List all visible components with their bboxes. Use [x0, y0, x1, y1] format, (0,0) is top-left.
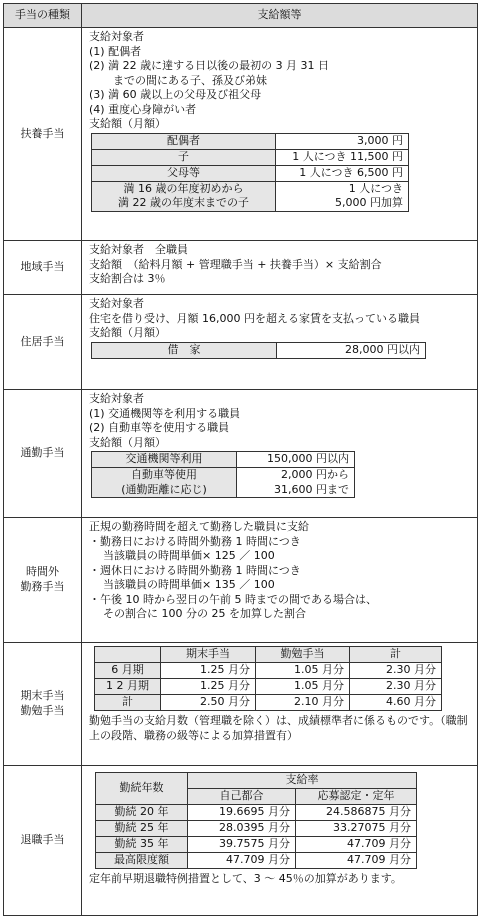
table-row: 期末手当 勤勉手当 計 — [95, 647, 442, 663]
jukyo-amount-table — [91, 342, 426, 359]
fuyou-amount-table — [91, 133, 409, 212]
kimatsu-note: 勤勉手当の支給月数（管理職を除く）は、成績標準者に係るものです。（職制上の段階、職務の級等による加算措置有） — [89, 714, 468, 742]
fuyou-target-4: (4) 重度心身障がい者 — [89, 102, 197, 116]
chiiki-formula: 支給額 （給料月額 + 管理職手当 + 扶養手当）× 支給割合 — [89, 257, 382, 271]
jikangai-name: 時間外 勤務手当 — [4, 518, 82, 643]
jukyo-amount-title: 支給額（月額） — [89, 326, 166, 340]
jukyo-name: 住居手当 — [4, 295, 82, 390]
row-taishoku — [4, 766, 478, 916]
table-row: 最高限度額 47.709 月分 47.709 月分 — [96, 853, 417, 869]
tsukin-target-1: (1) 交通機関等を利用する職員 — [89, 406, 241, 420]
tsukin-amount-title: 支給額（月額） — [89, 435, 166, 449]
taishoku-table — [95, 772, 417, 869]
fuyou-target-3: (3) 満 60 歳以上の父母及び祖父母 — [89, 88, 262, 102]
header-amount: 支給額等 — [82, 4, 478, 28]
jikangai-line: 当該職員の時間単価× 125 ／ 100 — [103, 549, 275, 563]
chiiki-name: 地域手当 — [4, 241, 82, 295]
table-row: 配偶者 3,000 円 — [92, 133, 409, 149]
fuyou-target-1: (1) 配偶者 — [89, 44, 142, 58]
taishoku-name: 退職手当 — [4, 766, 82, 916]
tsukin-target-title: 支給対象者 — [89, 392, 144, 405]
chiiki-rate: 支給割合は 3％ — [89, 272, 166, 286]
table-row: 計 2.50 月分 2.10 月分 4.60 月分 — [95, 695, 442, 711]
table-row: 勤続 20 年 19.6695 月分 24.586875 月分 — [96, 805, 417, 821]
row-kimatsu — [4, 643, 478, 766]
tsukin-amount-table — [91, 451, 355, 498]
row-jukyo — [4, 295, 478, 390]
jukyo-target-title: 支給対象者 — [89, 297, 144, 310]
table-row: 6 月期 1.25 月分 1.05 月分 2.30 月分 — [95, 663, 442, 679]
row-jikangai — [4, 518, 478, 643]
jikangai-line: 当該職員の時間単価× 135 ／ 100 — [103, 578, 275, 592]
header-row — [4, 4, 478, 28]
table-row: 交通機関等利用 150,000 円以内 — [92, 452, 355, 468]
table-row: 満 16 歳の年度初めから 満 22 歳の年度末までの子 1 人につき 5,000 円加算 — [92, 181, 409, 211]
table-row: 勤続年数 支給率 — [96, 773, 417, 789]
fuyou-amount-title: 支給額（月額） — [89, 117, 166, 131]
jikangai-line: 正規の勤務時間を超えて勤務した職員に支給 — [89, 520, 309, 533]
fuyou-target-2: (2) 満 22 歳に達する日以後の最初の 3 月 31 日 — [89, 59, 330, 73]
header-type: 手当の種類 — [4, 4, 82, 28]
jikangai-line: ・午後 10 時から翌日の午前 5 時までの間である場合は、 — [89, 592, 377, 606]
row-tsukin — [4, 390, 478, 518]
tsukin-name: 通勤手当 — [4, 390, 82, 518]
chiiki-target: 支給対象者 全職員 — [89, 243, 188, 256]
table-row: 借 家 28,000 円以内 — [92, 342, 426, 358]
jikangai-line: ・勤務日における時間外勤務 1 時間につき — [89, 534, 301, 548]
table-row: 自己都合 応募認定・定年 — [96, 789, 417, 805]
jikangai-line: その割合に 100 分の 25 を加算した割合 — [103, 607, 306, 621]
fuyou-name: 扶養手当 — [4, 28, 82, 241]
row-fuyou — [4, 28, 478, 241]
table-row: 勤続 35 年 39.7575 月分 47.709 月分 — [96, 837, 417, 853]
kimatsu-name: 期末手当 勤勉手当 — [4, 643, 82, 766]
kimatsu-table — [94, 646, 442, 711]
table-row: 自動車等使用 (通勤距離に応じ) 2,000 円から 31,600 円まで — [92, 468, 355, 498]
fuyou-target-2b: までの間にある子、孫及び弟妹 — [113, 73, 267, 87]
taishoku-note: 定年前早期退職特例措置として、3 ～ 45％の加算があります。 — [89, 872, 402, 885]
table-row: 1 2 月期 1.25 月分 1.05 月分 2.30 月分 — [95, 679, 442, 695]
table-row: 父母等 1 人につき 6,500 円 — [92, 165, 409, 181]
row-chiiki — [4, 241, 478, 295]
tsukin-target-2: (2) 自動車等を使用する職員 — [89, 421, 230, 435]
table-row: 勤続 25 年 28.0395 月分 33.27075 月分 — [96, 821, 417, 837]
fuyou-target-title: 支給対象者 — [89, 30, 144, 43]
jikangai-line: ・週休日における時間外勤務 1 時間につき — [89, 563, 301, 577]
table-row: 子 1 人につき 11,500 円 — [92, 149, 409, 165]
allowance-table — [3, 3, 478, 916]
jukyo-target-text: 住宅を借り受け、月額 16,000 円を超える家賃を支払っている職員 — [89, 311, 421, 325]
